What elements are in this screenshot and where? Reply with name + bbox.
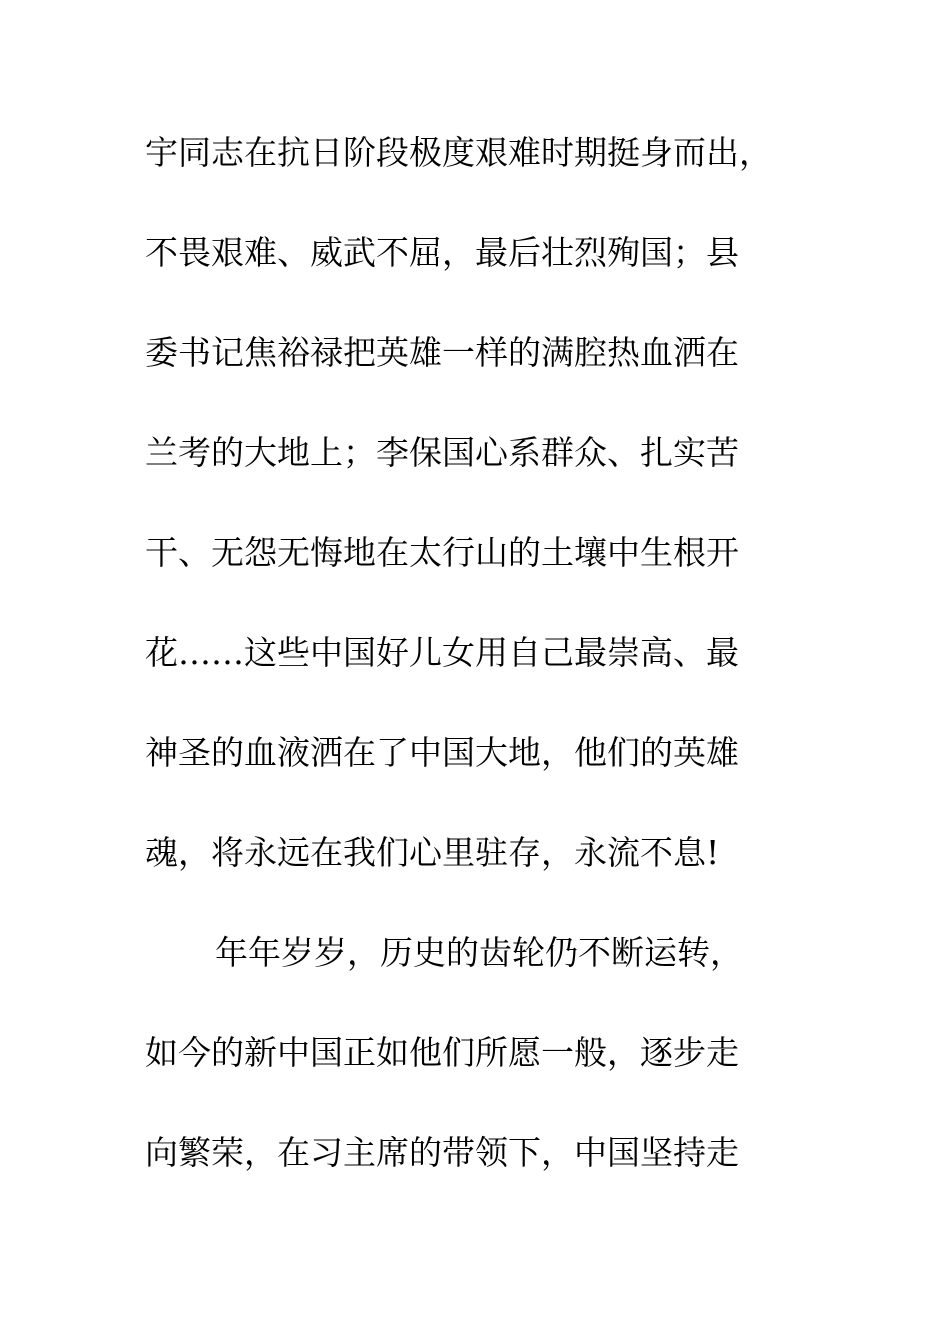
text-line: 如今的新中国正如他们所愿一般，逐步走 — [145, 1033, 739, 1072]
text-line: 委书记焦裕禄把英雄一样的满腔热血洒在 — [145, 333, 739, 372]
text-line: 兰考的大地上；李保国心系群众、扎实苦 — [145, 433, 739, 472]
document-body — [145, 123, 805, 1223]
text-line: 向繁荣，在习主席的带领下，中国坚持走 — [145, 1133, 739, 1172]
paragraph-start-line: 年年岁岁，历史的齿轮仍不断运转， — [215, 933, 743, 972]
text-line: 不畏艰难、威武不屈，最后壮烈殉国；县 — [145, 233, 739, 272]
text-line: 花……这些中国好儿女用自己最崇高、最 — [145, 633, 739, 672]
text-line: 神圣的血液洒在了中国大地，他们的英雄 — [145, 733, 739, 772]
text-line: 干、无怨无悔地在太行山的土壤中生根开 — [145, 533, 739, 572]
text-line: 宇同志在抗日阶段极度艰难时期挺身而出， — [145, 133, 772, 172]
text-line: 魂，将永远在我们心里驻存，永流不息! — [145, 833, 720, 872]
